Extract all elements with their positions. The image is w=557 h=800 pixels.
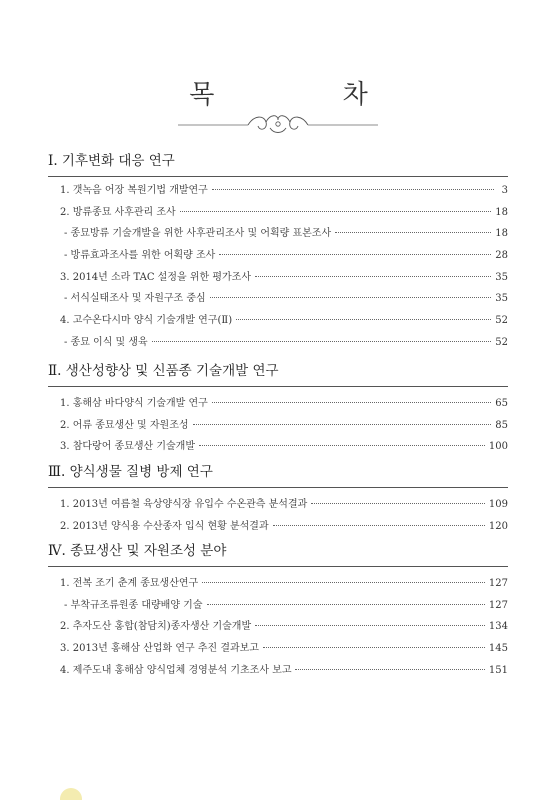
toc-entry-label: 2. 추자도산 홍합(참담치)종자생산 기술개발 [60,621,252,633]
toc-entry-page: 3 [501,185,508,196]
toc-entry-label: 1. 2013년 여름철 육상양식장 유입수 수온관측 분석결과 [60,499,308,510]
toc-entry-label: 4. 제주도내 홍해삼 양식업체 경영분석 기초조사 보고 [60,664,292,676]
toc-entry-page: 127 [488,578,508,589]
toc-entry-label: - 서식실태조사 및 자원구조 중심 [64,293,206,305]
toc-list [48,393,508,458]
section-heading: Ⅱ. 생산성향상 및 신품종 기술개발 연구 [48,359,508,387]
section-4 [48,539,508,681]
toc-list [48,573,508,681]
dot-leader [311,502,485,504]
dot-leader [236,318,491,320]
flourish-ornament-icon [178,110,378,140]
dot-leader [152,340,492,342]
dot-leader [212,188,494,190]
dot-leader [207,603,485,605]
section-2 [48,359,508,458]
toc-entry-label: - 종묘방류 기술개발을 위한 사후관리조사 및 어획량 표본조사 [64,228,332,240]
toc-entry-page: 35 [495,293,508,305]
dot-leader [219,253,491,255]
section-heading: Ⅲ. 양식생물 질병 방제 연구 [48,460,508,488]
toc-entry[interactable] [48,660,508,682]
toc-entry[interactable] [48,310,508,332]
section-heading: Ⅳ. 종묘생산 및 자원조성 분야 [48,539,508,567]
toc-entry-label: 4. 고수온다시마 양식 기술개발 연구(Ⅱ) [60,315,233,327]
toc-entry-label: - 부착규조류원종 대량배양 기술 [64,599,203,611]
toc-entry[interactable] [48,223,508,245]
dot-leader [255,275,491,277]
toc-entry[interactable] [48,573,508,595]
toc-entry[interactable] [48,436,508,458]
toc-entry[interactable] [48,638,508,660]
toc-entry[interactable] [48,494,508,516]
toc-entry-page: 109 [488,499,508,510]
toc-entry[interactable] [48,245,508,267]
dot-leader [199,444,485,446]
toc-entry-page: 85 [495,419,508,431]
toc-entry-label: 2. 방류종묘 사후관리 조사 [60,206,176,218]
dot-leader [263,646,485,648]
dot-leader [295,668,484,670]
toc-entry[interactable] [48,288,508,310]
dot-leader [180,210,492,212]
toc-entry-page: 28 [495,250,508,262]
toc-entry-page: 134 [488,621,508,633]
section-heading: Ⅰ. 기후변화 대응 연구 [48,149,508,177]
page-corner-mark [60,788,82,800]
dot-leader [255,624,485,626]
toc-entry[interactable] [48,332,508,354]
toc-entry-label: - 종묘 이식 및 생육 [64,336,148,348]
page-title: 목 차 [189,80,428,110]
dot-leader [193,423,492,425]
toc-entry[interactable] [48,516,508,538]
toc-entry[interactable] [48,595,508,617]
toc-entry-label: 3. 2014년 소라 TAC 설정을 위한 평가조사 [60,271,251,283]
toc-entry-label: 1. 홍해삼 바다양식 기술개발 연구 [60,398,208,409]
section-3 [48,460,508,537]
toc-entry-page: 65 [495,398,508,409]
dot-leader [335,231,491,233]
toc-entry-label: 3. 2013년 홍해삼 산업화 연구 추진 결과보고 [60,643,259,655]
toc-entry-label: 3. 참다랑어 종묘생산 기술개발 [60,441,195,453]
toc-entry[interactable] [48,393,508,415]
toc-entry[interactable] [48,415,508,437]
toc-entry-label: 1. 전복 조기 춘계 종묘생산연구 [60,578,199,589]
dot-leader [202,581,485,583]
toc-entry[interactable] [48,202,508,224]
toc-entry-label: 2. 2013년 양식용 수산종자 입식 현황 분석결과 [60,520,269,532]
toc-entry-page: 52 [495,336,508,348]
toc-entry-page: 35 [495,271,508,283]
toc-entry-page: 120 [488,520,508,532]
toc-entry[interactable] [48,616,508,638]
section-1 [48,149,508,354]
toc-entry-label: - 방류효과조사를 위한 어획량 조사 [64,250,216,262]
toc-entry-page: 127 [488,599,508,611]
toc-entry-page: 100 [488,441,508,453]
toc-entry-label: 2. 어류 종묘생산 및 자원조성 [60,419,189,431]
dot-leader [212,401,491,403]
toc-entry-page: 145 [488,643,508,655]
toc-entry-page: 18 [495,206,508,218]
dot-leader [210,296,492,298]
toc-entry-page: 151 [488,664,508,676]
toc-list [48,180,508,354]
toc-entry-label: 1. 갯녹음 어장 복원기법 개발연구 [60,185,208,196]
toc-entry[interactable] [48,267,508,289]
toc-entry-page: 18 [495,228,508,240]
toc-entry-page: 52 [495,315,508,327]
toc-list [48,494,508,537]
toc-entry[interactable] [48,180,508,202]
dot-leader [273,524,485,526]
